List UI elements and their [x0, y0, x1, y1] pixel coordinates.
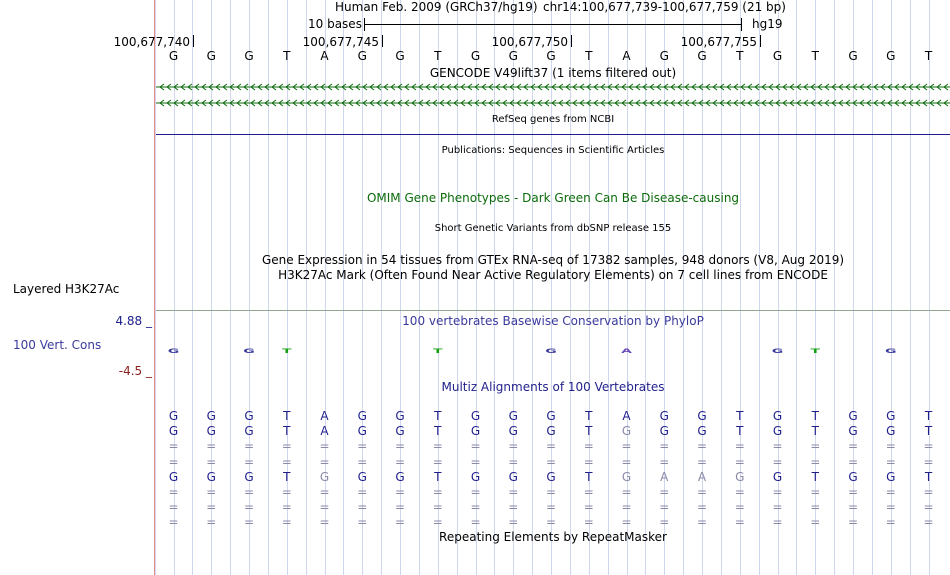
alignment-base: = — [923, 455, 934, 469]
alignment-base: = — [206, 455, 217, 469]
alignment-base: = — [847, 485, 859, 499]
track-divider — [156, 310, 950, 311]
alignment-base: = — [659, 439, 670, 453]
conservation-glyph: T — [810, 347, 821, 355]
alignment-base: = — [508, 500, 519, 514]
alignment-base: G — [357, 409, 367, 423]
alignment-base: = — [847, 515, 859, 529]
sequence-base: G — [470, 49, 481, 63]
conservation-glyph: G — [243, 347, 255, 355]
alignment-base: G — [886, 409, 896, 423]
alignment-base: = — [659, 515, 670, 529]
alignment-base: = — [885, 515, 896, 529]
alignment-base: T — [585, 470, 593, 484]
alignment-base: = — [243, 455, 255, 469]
alignment-base: T — [811, 470, 819, 484]
alignment-base: G — [697, 424, 707, 438]
alignment-base: = — [394, 515, 406, 529]
conservation-glyph: G — [771, 347, 784, 355]
alignment-base: A — [320, 409, 329, 423]
alignment-base: = — [470, 515, 481, 529]
conservation-min-value: -4.5 _ — [118, 364, 152, 378]
conservation-track-title: 100 vertebrates Basewise Conservation by PhyloP — [402, 314, 704, 328]
sequence-base: G — [772, 49, 783, 63]
sequence-base: G — [546, 49, 556, 63]
alignment-base: = — [583, 500, 594, 514]
alignment-base: = — [847, 500, 859, 514]
alignment-base: A — [622, 409, 631, 423]
alignment-base: G — [357, 424, 367, 438]
repeatmasker-track-title: Repeating Elements by RepeatMasker — [439, 530, 667, 544]
alignment-base: T — [736, 424, 744, 438]
alignment-base: = — [772, 439, 783, 453]
alignment-base: T — [924, 409, 933, 423]
alignment-base: = — [772, 500, 783, 514]
alignment-base: G — [886, 424, 896, 438]
alignment-base: G — [621, 470, 632, 484]
sequence-base: G — [508, 49, 518, 63]
alignment-base: T — [283, 470, 291, 484]
alignment-base: A — [320, 424, 329, 438]
alignment-base: = — [319, 455, 330, 469]
position-readout: chr14:100,677,739-100,677,759 (21 bp) — [543, 0, 786, 14]
alignment-base: = — [357, 485, 368, 499]
conservation-glyph: G — [885, 347, 897, 355]
alignment-base: = — [394, 455, 406, 469]
alignment-base: G — [659, 424, 669, 438]
alignment-base: = — [168, 439, 179, 453]
alignment-base: = — [659, 500, 670, 514]
alignment-base: T — [434, 424, 442, 438]
alignment-base: = — [206, 500, 217, 514]
alignment-base: G — [772, 409, 783, 423]
alignment-base: G — [848, 409, 858, 423]
alignment-base: G — [395, 424, 405, 438]
alignment-base: T — [924, 470, 933, 484]
alignment-base: = — [394, 500, 406, 514]
alignment-base: = — [206, 485, 217, 499]
alignment-base: A — [660, 470, 669, 484]
coordinate-label: 100,677,740 — [113, 35, 190, 49]
sequence-base: G — [395, 49, 405, 63]
alignment-base: = — [621, 439, 632, 453]
alignment-base: = — [432, 485, 443, 499]
omim-track-title: OMIM Gene Phenotypes - Dark Green Can Be Disease-causing — [366, 191, 740, 205]
alignment-base: G — [470, 424, 481, 438]
alignment-base: G — [244, 424, 254, 438]
alignment-base: = — [885, 485, 896, 499]
alignment-base: = — [394, 439, 406, 453]
sequence-base: T — [283, 49, 291, 63]
scale-bar-left-tick — [364, 18, 365, 31]
alignment-base: = — [357, 500, 368, 514]
alignment-base: = — [772, 455, 783, 469]
alignment-base: = — [281, 439, 292, 453]
scale-bar — [364, 24, 742, 25]
alignment-base: G — [546, 470, 556, 484]
coordinate-label: 100,677,755 — [680, 35, 757, 49]
sequence-base: T — [585, 49, 593, 63]
alignment-base: G — [621, 424, 632, 438]
alignment-base: T — [585, 424, 593, 438]
alignment-base: G — [546, 409, 556, 423]
alignment-base: = — [734, 455, 745, 469]
alignment-base: G — [244, 470, 254, 484]
alignment-base: = — [319, 515, 330, 529]
alignment-base: G — [168, 424, 179, 438]
alignment-base: G — [357, 470, 367, 484]
coordinate-label: 100,677,745 — [302, 35, 379, 49]
alignment-base: = — [734, 439, 745, 453]
conservation-glyph: G — [545, 347, 557, 355]
sequence-base: G — [244, 49, 254, 63]
alignment-base: = — [545, 455, 557, 469]
alignment-base: = — [432, 515, 443, 529]
sequence-base: T — [434, 49, 442, 63]
gencode-gene-line-1[interactable] — [156, 82, 950, 92]
refseq-track-title: RefSeq genes from NCBI — [491, 114, 615, 125]
sequence-base: G — [848, 49, 858, 63]
sequence-base: G — [206, 49, 216, 63]
coordinate-tick — [760, 35, 761, 47]
alignment-base: = — [885, 455, 896, 469]
sequence-base: A — [622, 49, 631, 63]
alignment-base: = — [432, 439, 443, 453]
alignment-base: = — [734, 500, 745, 514]
conservation-glyph: A — [621, 347, 632, 355]
coordinate-tick — [382, 35, 383, 47]
alignment-base: G — [470, 409, 481, 423]
sequence-base: T — [924, 49, 933, 63]
conservation-max-value: 4.88 _ — [115, 314, 152, 328]
sequence-base: G — [168, 49, 179, 63]
alignment-base: = — [810, 439, 821, 453]
alignment-base: G — [772, 424, 783, 438]
alignment-base: G — [206, 470, 216, 484]
alignment-base: = — [696, 515, 708, 529]
alignment-base: = — [168, 485, 179, 499]
alignment-base: G — [319, 470, 330, 484]
alignment-base: T — [283, 409, 291, 423]
scale-text: 10 bases — [308, 17, 362, 31]
alignment-base: = — [923, 439, 934, 453]
alignment-base: = — [508, 455, 519, 469]
alignment-base: = — [810, 485, 821, 499]
alignment-base: = — [659, 485, 670, 499]
alignment-base: T — [811, 424, 819, 438]
sequence-base: G — [357, 49, 367, 63]
alignment-base: T — [736, 409, 744, 423]
alignment-base: G — [508, 424, 518, 438]
coordinate-label: 100,677,750 — [491, 35, 568, 49]
alignment-base: = — [243, 500, 255, 514]
alignment-base: = — [281, 485, 292, 499]
alignment-base: = — [810, 455, 821, 469]
alignment-base: = — [621, 515, 632, 529]
alignment-base: = — [470, 439, 481, 453]
multiz-track-title: Multiz Alignments of 100 Vertebrates — [441, 380, 665, 394]
alignment-base: = — [847, 439, 859, 453]
alignment-base: = — [810, 500, 821, 514]
alignment-base: = — [168, 500, 179, 514]
alignment-base: = — [583, 515, 594, 529]
sequence-base: T — [811, 49, 819, 63]
scale-bar-right-tick — [741, 18, 742, 31]
h3k27ac-track-label[interactable]: Layered H3K27Ac — [13, 282, 120, 296]
alignment-base: G — [206, 424, 216, 438]
alignment-base: G — [546, 424, 556, 438]
alignment-base: = — [357, 439, 368, 453]
refseq-gene-line[interactable] — [156, 134, 950, 135]
sequence-base: A — [320, 49, 329, 63]
alignment-base: G — [659, 409, 669, 423]
alignment-base: = — [281, 500, 292, 514]
alignment-base: = — [885, 439, 896, 453]
alignment-base: = — [168, 455, 179, 469]
sequence-base: T — [736, 49, 744, 63]
alignment-base: = — [357, 515, 368, 529]
alignment-base: = — [281, 515, 292, 529]
alignment-base: T — [585, 409, 593, 423]
alignment-base: = — [772, 515, 783, 529]
alignment-base: G — [772, 470, 783, 484]
alignment-base: G — [168, 409, 179, 423]
gencode-gene-line-2[interactable] — [156, 98, 950, 108]
gencode-track-title: GENCODE V49lift37 (1 items filtered out) — [429, 66, 677, 80]
alignment-base: = — [319, 439, 330, 453]
alignment-base: T — [811, 409, 819, 423]
conservation-glyph: T — [432, 347, 443, 355]
alignment-base: = — [583, 455, 594, 469]
alignment-base: = — [923, 485, 934, 499]
alignment-base: = — [583, 485, 594, 499]
alignment-base: = — [470, 485, 481, 499]
alignment-base: = — [734, 515, 745, 529]
alignment-base: = — [545, 439, 557, 453]
alignment-base: T — [283, 424, 291, 438]
alignment-base: = — [319, 500, 330, 514]
alignment-base: = — [545, 500, 557, 514]
alignment-base: = — [696, 500, 708, 514]
alignment-base: G — [395, 470, 405, 484]
alignment-base: T — [434, 470, 442, 484]
alignment-base: = — [508, 485, 519, 499]
publications-track-title: Publications: Sequences in Scientific Articles — [441, 145, 665, 156]
alignment-base: = — [508, 439, 519, 453]
alignment-base: G — [206, 409, 216, 423]
alignment-base: = — [168, 515, 179, 529]
sequence-base: G — [697, 49, 707, 63]
alignment-base: = — [583, 439, 594, 453]
alignment-base: = — [206, 515, 217, 529]
alignment-base: G — [470, 470, 481, 484]
alignment-base: = — [545, 485, 557, 499]
alignment-base: = — [772, 485, 783, 499]
alignment-base: = — [810, 515, 821, 529]
alignment-base: = — [432, 500, 443, 514]
scale-db: hg19 — [752, 17, 783, 31]
alignment-base: = — [243, 515, 255, 529]
alignment-base: G — [168, 470, 179, 484]
coordinate-tick — [193, 35, 194, 47]
conservation-glyph: T — [281, 347, 292, 355]
alignment-base: = — [319, 485, 330, 499]
dbsnp-track-title: Short Genetic Variants from dbSNP release 155 — [434, 223, 672, 234]
alignment-base: = — [508, 515, 519, 529]
alignment-base: = — [923, 515, 934, 529]
alignment-base: T — [434, 409, 442, 423]
alignment-base: = — [432, 455, 443, 469]
alignment-base: G — [848, 424, 858, 438]
alignment-base: = — [621, 485, 632, 499]
alignment-base: G — [508, 470, 518, 484]
alignment-base: = — [621, 500, 632, 514]
sequence-base: G — [659, 49, 669, 63]
assembly-title: Human Feb. 2009 (GRCh37/hg19) — [335, 0, 538, 14]
alignment-base: G — [735, 470, 745, 484]
alignment-base: T — [924, 424, 933, 438]
alignment-base: = — [696, 455, 708, 469]
alignment-base: G — [244, 409, 254, 423]
alignment-base: = — [696, 439, 708, 453]
alignment-base: = — [394, 485, 406, 499]
alignment-base: G — [697, 409, 707, 423]
alignment-base: = — [659, 455, 670, 469]
alignment-base: = — [734, 485, 745, 499]
h3k27ac-track-title: H3K27Ac Mark (Often Found Near Active Regulatory Elements) on 7 cell lines from ENCODE — [278, 268, 828, 282]
gtex-track-title: Gene Expression in 54 tissues from GTEx RNA-seq of 17382 samples, 948 donors (V8, Aug 2019) — [261, 253, 845, 267]
alignment-base: G — [508, 409, 518, 423]
alignment-base: = — [847, 455, 859, 469]
coordinate-tick — [571, 35, 572, 47]
alignment-base: = — [696, 485, 708, 499]
alignment-base: = — [470, 500, 481, 514]
conservation-track-label[interactable]: 100 Vert. Cons — [13, 338, 102, 352]
alignment-base: A — [697, 470, 707, 484]
alignment-base: = — [206, 439, 217, 453]
conservation-glyph: G — [167, 347, 180, 355]
alignment-base: = — [885, 500, 896, 514]
sequence-base: G — [886, 49, 896, 63]
alignment-base: G — [848, 470, 858, 484]
alignment-base: G — [395, 409, 405, 423]
track-label-sidebar — [0, 0, 154, 575]
alignment-base: = — [281, 455, 292, 469]
alignment-base: = — [243, 439, 255, 453]
alignment-base: G — [886, 470, 896, 484]
alignment-base: = — [357, 455, 368, 469]
alignment-base: = — [923, 500, 934, 514]
alignment-base: = — [621, 455, 632, 469]
alignment-base: = — [545, 515, 557, 529]
alignment-base: = — [243, 485, 255, 499]
alignment-base: = — [470, 455, 481, 469]
